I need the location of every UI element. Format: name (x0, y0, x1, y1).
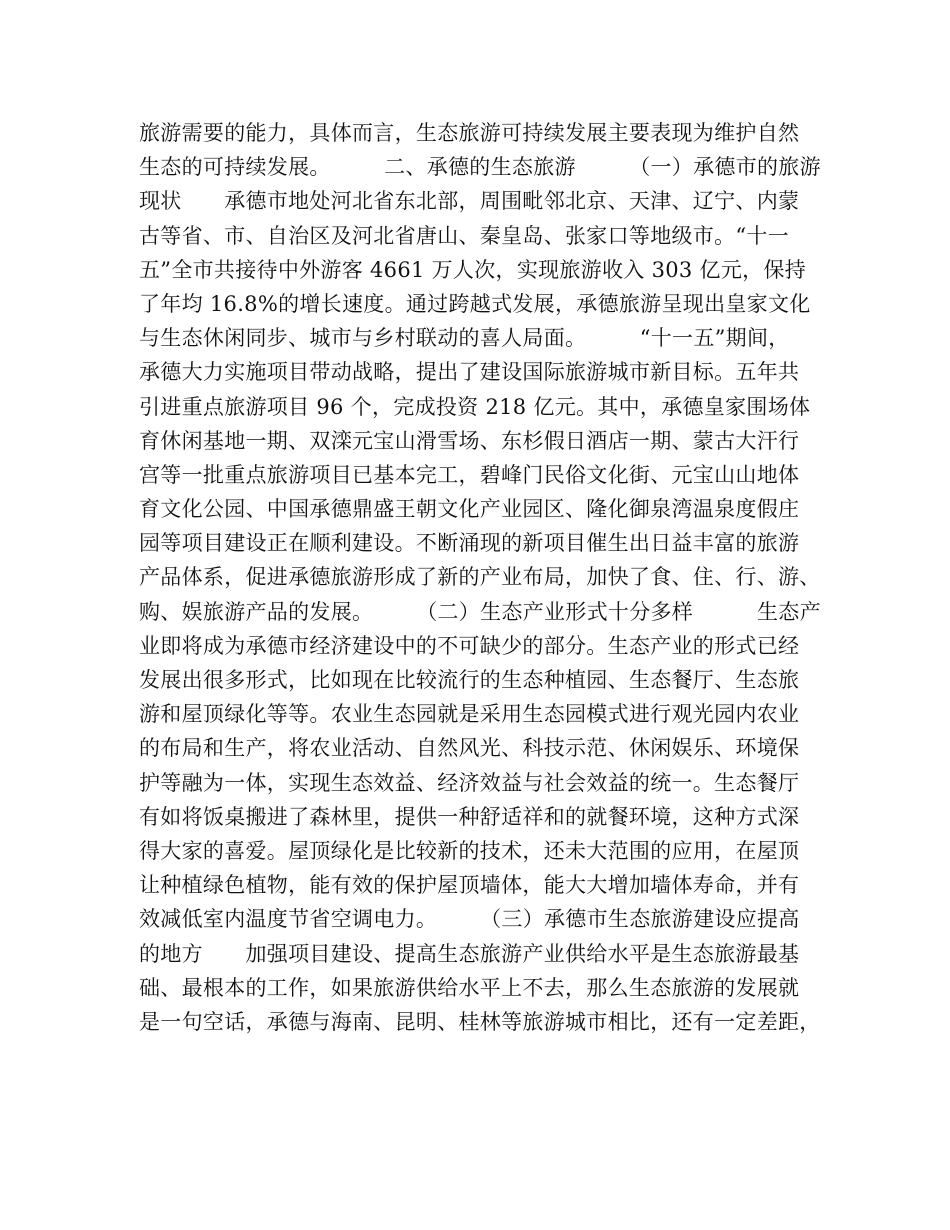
text-line: 让种植绿色植物，能有效的保护屋顶墙体，能大大增加墙体寿命，并有 (139, 873, 800, 898)
text-line: 的地方 加强项目建设、提高生态旅游产业供给水平是生态旅游最基 (139, 941, 800, 966)
text-line: 引进重点旅游项目 96 个，完成投资 218 亿元。其中，承德皇家围场体 (139, 394, 811, 419)
text-line: 有如将饭桌搬进了森林里，提供一种舒适祥和的就餐环境，这种方式深 (139, 804, 800, 829)
text-line: 五”全市共接待中外游客 4661 万人次，实现旅游收入 303 亿元，保持 (139, 257, 807, 282)
text-line: 宫等一批重点旅游项目已基本完工，碧峰门民俗文化街、元宝山山地体 (139, 462, 800, 487)
text-line: 游和屋顶绿化等等。农业生态园就是采用生态园模式进行观光园内农业 (139, 702, 800, 727)
text-line: 了年均 16.8%的增长速度。通过跨越式发展，承德旅游呈现出皇家文化 (139, 291, 811, 316)
text-line: 的布局和生产，将农业活动、自然风光、科技示范、休闲娱乐、环境保 (139, 736, 800, 761)
text-line: 业即将成为承德市经济建设中的不可缺少的部分。生态产业的形式已经 (139, 633, 800, 658)
text-line: 生态的可持续发展。 二、承德的生态旅游 （一）承德市的旅游 (139, 155, 821, 180)
text-line: 现状 承德市地处河北省东北部，周围毗邻北京、天津、辽宁、内蒙 (139, 189, 800, 214)
text-line: 育休闲基地一期、双滦元宝山滑雪场、东杉假日酒店一期、蒙古大汗行 (139, 428, 800, 453)
text-line: 是一句空话，承德与海南、昆明、桂林等旅游城市相比，还有一定差距， (139, 1009, 821, 1034)
text-line: 承德大力实施项目带动战略，提出了建设国际旅游城市新目标。五年共 (139, 360, 800, 385)
text-line: 古等省、市、自治区及河北省唐山、秦皇岛、张家口等地级市。“十一 (139, 223, 790, 248)
text-line: 产品体系，促进承德旅游形成了新的产业布局，加快了食、住、行、游、 (139, 565, 821, 590)
body-text (139, 116, 819, 1039)
text-line: 购、娱旅游产品的发展。 （二）生态产业形式十分多样 生态产 (139, 599, 821, 624)
text-line: 效减低室内温度节省空调电力。 （三）承德市生态旅游建设应提高 (139, 907, 800, 932)
text-line: 发展出很多形式，比如现在比较流行的生态种植园、生态餐厅、生态旅 (139, 668, 800, 692)
text-line: 得大家的喜爱。屋顶绿化是比较新的技术，还未大范围的应用，在屋顶 (139, 838, 800, 863)
text-line: 旅游需要的能力，具体而言，生态旅游可持续发展主要表现为维护自然 (139, 121, 800, 145)
text-line: 育文化公园、中国承德鼎盛王朝文化产业园区、隆化御泉湾温泉度假庄 (139, 497, 800, 522)
text-line: 护等融为一体，实现生态效益、经济效益与社会效益的统一。生态餐厅 (139, 770, 800, 795)
text-line: 园等项目建设正在顺利建设。不断涌现的新项目催生出日益丰富的旅游 (139, 531, 800, 556)
text-line: 础、最根本的工作，如果旅游供给水平上不去，那么生态旅游的发展就 (139, 975, 800, 1000)
text-line: 与生态休闲同步、城市与乡村联动的喜人局面。 “十一五”期间， (139, 326, 790, 351)
